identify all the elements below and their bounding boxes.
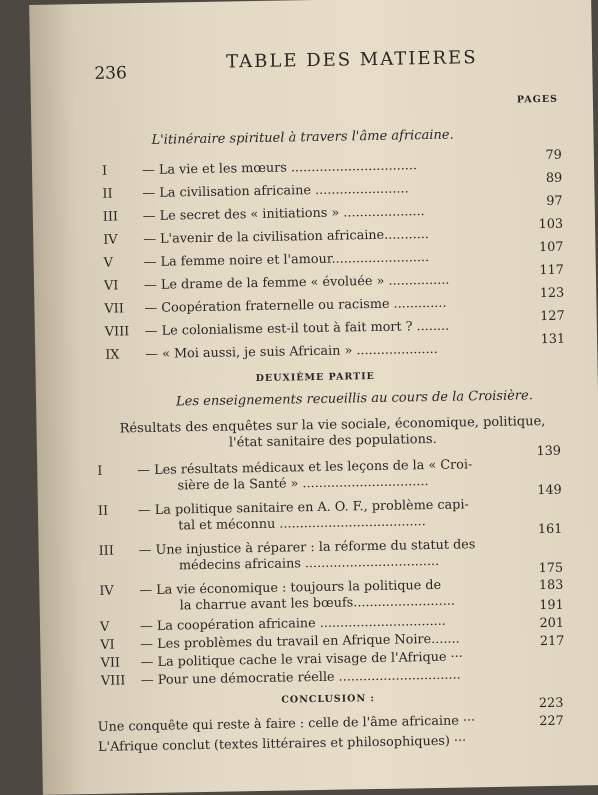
toc-entry: Une conquête qui reste à faire : celle de l'âme africaine ···: [97, 713, 476, 735]
toc-entry: III — Le secret des « initiations » ....................: [102, 204, 425, 225]
toc-entry: VIII — Pour une démocratie réelle ..............................: [100, 667, 461, 689]
toc-entry: II — La civilisation africaine .......................: [102, 181, 409, 202]
toc-entry: V — La coopération africaine ...............................: [99, 613, 446, 635]
toc-page: 217: [539, 633, 565, 650]
toc-page: 103: [538, 216, 564, 233]
toc-page: 149: [537, 482, 562, 499]
toc-page: 123: [539, 285, 565, 302]
pages-column-label: PAGES: [516, 93, 559, 106]
toc-page: 161: [537, 521, 563, 538]
toc-page: 139: [536, 443, 562, 460]
toc-entry: IV — La vie économique : toujours la politique de: [99, 577, 442, 599]
part2-heading: DEUXIÈME PARTIE: [255, 370, 375, 385]
part1-subtitle: L'itinéraire spirituel à travers l'âme africaine.: [151, 127, 454, 148]
toc-page: 201: [539, 615, 565, 632]
toc-entry-continuation: médecins africains .................................: [178, 553, 440, 574]
toc-page: 131: [540, 331, 566, 348]
toc-entry-continuation: tal et méconnu ....................................: [178, 514, 426, 534]
toc-page: 227: [539, 713, 564, 730]
conclusion-heading: CONCLUSION :: [281, 693, 376, 706]
toc-page: 175: [538, 560, 564, 577]
toc-entry: L'Afrique conclut (textes littéraires et philosophiques) ···: [97, 733, 467, 755]
toc-entry: IX — « Moi aussi, je suis Africain » ....................: [105, 341, 438, 363]
toc-entry: I — Les résultats médicaux et les leçons de la « Croi-: [97, 457, 473, 479]
toc-page: 191: [539, 597, 564, 614]
part2-intro: Résultats des enquêtes sur la vie sociale, économique, politique, l'état sanitaire des populations.: [119, 414, 546, 451]
toc-page: 97: [546, 193, 563, 209]
book-page: [29, 0, 598, 795]
toc-page: 127: [540, 308, 565, 325]
toc-entry: VI — Le drame de la femme « évoluée » ...............: [103, 272, 450, 294]
toc-entry-continuation: sière de la Santé » ...............................: [177, 474, 429, 494]
toc-entry: II — La politique sanitaire en A. O. F., problème capi-: [97, 497, 469, 519]
toc-page: 79: [545, 147, 562, 163]
toc-entry: IV — L'avenir de la civilisation africaine...........: [103, 227, 430, 248]
page-number: 236: [94, 63, 127, 84]
toc-page: 223: [538, 695, 564, 712]
page-title: TABLE DES MATIERES: [225, 47, 478, 73]
toc-entry: I — La vie et les mœurs ...............................: [101, 158, 418, 179]
toc-page: 183: [538, 577, 564, 594]
toc-page: 89: [545, 170, 563, 186]
toc-entry: VII — La politique cache le vrai visage de l'Afrique ···: [100, 649, 463, 671]
toc-entry: VII — Coopération fraternelle ou racisme .............: [104, 295, 447, 317]
toc-page: 107: [538, 239, 564, 256]
toc-page: 117: [539, 262, 564, 279]
toc-entry: V — La femme noire et l'amour........................: [103, 250, 430, 271]
toc-entry: III — Une injustice à réparer : la réforme du statut des: [98, 537, 476, 559]
toc-entry: VI — Les problèmes du travail en Afrique Noire.......: [100, 631, 460, 653]
toc-entry: VIII — Le colonialisme est-il tout à fait mort ? ........: [104, 318, 450, 340]
part2-subtitle: Les enseignements recueillis au cours de la Croisière.: [175, 388, 534, 410]
toc-entry-continuation: la charrue avant les bœufs.........................: [179, 593, 456, 614]
